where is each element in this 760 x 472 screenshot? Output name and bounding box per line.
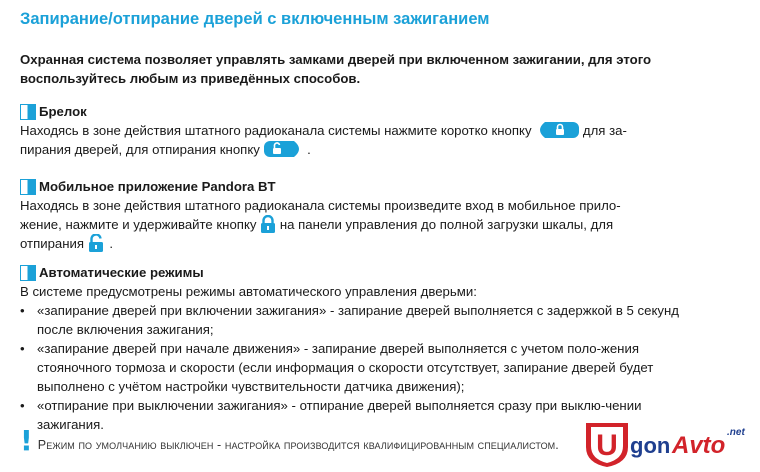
list-item: • «запирание дверей при начале движения» - запирание дверей выполняется с учетом поло-жения стояночного тормоза и скорости (если информация о скорости отсутствует, запирание дверей будет выполнено с учётом настройки чувствительности датчика движения); bbox=[20, 339, 685, 396]
section-title: Брелок bbox=[20, 102, 685, 121]
section-marker-icon bbox=[20, 104, 36, 120]
logo-word-gon: gon bbox=[630, 433, 671, 458]
section-marker-icon bbox=[20, 179, 36, 195]
auto-modes-list bbox=[20, 301, 685, 434]
section-body: Находясь в зоне действия штатного радиоканала системы нажмите коротко кнопку для за- пирания дверей, для отпирания кнопку . bbox=[20, 123, 627, 157]
exclamation-icon: ! bbox=[20, 424, 33, 457]
fob-lock-button-icon bbox=[535, 121, 579, 139]
section-mobile-app bbox=[20, 177, 685, 253]
section-auto-modes bbox=[20, 263, 685, 434]
app-lock-icon bbox=[260, 215, 276, 233]
section-title: Мобильное приложение Pandora BT bbox=[20, 177, 685, 196]
logo-letter: U bbox=[596, 429, 618, 462]
fob-unlock-button-icon bbox=[264, 140, 304, 158]
section-keyfob bbox=[20, 102, 685, 159]
list-item: • «запирание дверей при включении зажигания» - запирание дверей выполняется с задержкой в 5 секунд после включения зажигания; bbox=[20, 301, 685, 339]
app-unlock-icon bbox=[88, 234, 106, 252]
section-intro: В системе предусмотрены режимы автоматического управления дверьми: bbox=[20, 284, 477, 299]
section-title: Автоматические режимы bbox=[20, 263, 685, 282]
page-title: Запирание/отпирание дверей с включенным зажиганием bbox=[20, 10, 490, 28]
logo-word-avto: Avto bbox=[672, 432, 726, 459]
intro-paragraph: Охранная система позволяет управлять замками дверей при включенном зажигании, для этого воспользуйтесь любым из приведённых способов. bbox=[20, 52, 652, 86]
section-marker-icon bbox=[20, 265, 36, 281]
note-text: Режим по умолчанию выключен - настройка производится квалифицированным специалистом. bbox=[37, 438, 559, 452]
logo-suffix: .net bbox=[727, 427, 745, 438]
note bbox=[20, 424, 660, 457]
section-body: Находясь в зоне действия штатного радиоканала системы произведите вход в мобильное прило- жение, нажмите и удерживайте кнопку на панели управления до полной загрузки шкалы, для отпирания . bbox=[20, 198, 621, 251]
list-item: • «отпирание при выключении зажигания» - отпирание дверей выполняется сразу при выклю-чении зажигания. bbox=[20, 396, 685, 434]
ugonavto-logo bbox=[582, 417, 757, 469]
